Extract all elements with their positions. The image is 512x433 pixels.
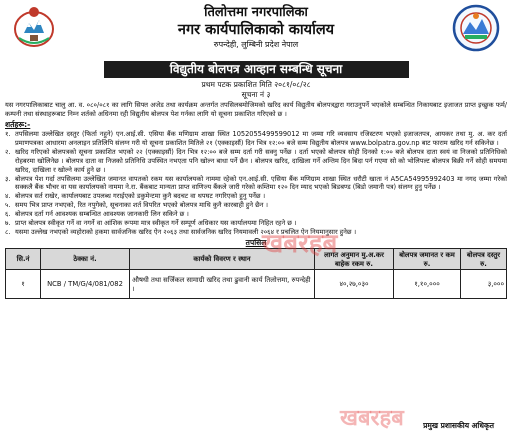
terms-heading: शर्तहरू:- bbox=[5, 120, 31, 129]
term-item: ४. बोलपत्र सर्त राखेर, कार्यालयबाट उपलब्ध गराईएको डकुमेन्टमा कुनै बदचट वा थपघट नगरिएको हुनु पर्नेछ । bbox=[5, 192, 266, 201]
cell-cost-estimate: ४०,२७,०३० bbox=[315, 269, 394, 298]
col-bid-fee: बोलपत्र दस्तुर रु. bbox=[461, 248, 507, 269]
table-header-row bbox=[6, 248, 507, 269]
signature-line: प्रमुख प्रशासकीय अधिकृत bbox=[423, 421, 494, 430]
municipality-name: तिलोत्तमा नगरपालिका bbox=[204, 5, 308, 20]
watermark: खबरहब bbox=[262, 229, 338, 259]
term-item: २. खरिद गरिएको बोलपत्रको सूचना प्रकाशित भएको २२ (एक्काइसौं) दिन भित्र १२:०० बजे सम्म दर्ता गरी सक्नु पर्नेछ । दर्ता भएको बोलपत्र सोही दिनको १:०० बजे बोलपत्र दाता स्वयं वा निजको प्रतिनिधिको रोहबरमा खोलिनेछ । बोलपत्र दाता वा निजको प्रतिनिधि उपस्थित नभएता पनि खोल्न बाधा पर्ने छैन । बोलपत्र खरिद, दाखिला गर्ने अन्तिम दिन बिदा पर्न गएमा सो को भोलिपल्ट बोलपत्र बिक्री गर्ने सोही समयमा खरिद, दाखिला र खोल्ने कार्य हुने छ । bbox=[5, 147, 507, 174]
publication-date: प्रथम पटक प्रकाशित मिति २०८१/०८/२८ bbox=[201, 80, 311, 89]
col-contract-no: ठेक्का नं. bbox=[41, 248, 130, 269]
municipality-logo-icon bbox=[451, 4, 501, 52]
col-bid-security: बोलपत्र जमानत र कम रु. bbox=[394, 248, 461, 269]
term-item: ६. बोलपत्र दर्ता गर्न आवश्यक सम्बन्धित आवश्यक जानकारी लिन सकिने छ । bbox=[5, 210, 189, 219]
table-row bbox=[6, 269, 507, 298]
col-cost-estimate: लागत अनुमान मु.अ.कर बाहेक रकम रु. bbox=[315, 248, 394, 269]
schedule-table bbox=[5, 248, 507, 299]
col-description: कार्यको विवरण र स्थान bbox=[130, 248, 315, 269]
cell-serial: १ bbox=[6, 269, 41, 298]
office-address: रुपन्देही, लुम्बिनी प्रदेश नेपाल bbox=[213, 40, 299, 49]
schedule-heading: तपसिल bbox=[245, 237, 267, 247]
notice-title-banner: विद्युतीय बोलपत्र आव्हान सम्बन्धि सूचना bbox=[104, 61, 409, 78]
intro-paragraph: यस नगरपालिकाबाट चालु आ. व. ०८०/०८१ का लागि सिफ्त अजेड तथा कार्यक्रम अन्तर्गत तपसिलबमोजिमको खरिद कार्य विद्युतीय बोलपत्रद्वारा गराउनुपर्ने भएकोले सम्बन्धित निकायबाट इजाजत प्राप्त इच्छुक फर्म/कम्पनी तथा संस्थाहरूबाट निम्न शर्तको अधिनमा रही विद्युतीय बोलपत्र पेश गर्नका लागि यो सूचना प्रकाशित गरिएको छ । bbox=[5, 101, 507, 118]
cell-contract-no: NCB / TM/G/4/081/082 bbox=[41, 269, 130, 298]
cell-bid-fee: ३,००० bbox=[461, 269, 507, 298]
term-item: ३. बोलपत्र पेश गर्दा तपसिलमा उल्लेखित जमानत वापतको रकम यस कार्यालयको नाममा रहेको एन.आई.सी. एसिया बैंक मणिग्राम शाखा स्थित धरौटी खाता नं A5CA54995992403 मा नगद जम्मा गरेको सक्कलै बैंक भौचर वा यस कार्यालयको नाममा ने.रा. बैंकबाट मान्यता प्राप्त वाणिज्य बैंकले जारी गरेको कम्तिमा १२० दिन म्याद भएको बिडबण्ड (बिडो जमानी पत्र) संलग्न हुनु पर्नेछ । bbox=[5, 174, 507, 192]
cell-bid-security: १,१०,००० bbox=[394, 269, 461, 298]
watermark: खबरहब bbox=[340, 406, 404, 431]
nepal-emblem-icon bbox=[11, 4, 57, 48]
term-item: ५. समय भित्र प्राप्त नभएको, रित नपुगेको, सूचनाका शर्त विपरित भएको बोलपत्र माथि कुनै कारबाही हुने छैन । bbox=[5, 201, 269, 210]
term-item: ८. यसमा उल्लेख नभएको व्यहोराको हकमा सार्वजनिक खरिद ऐन २०६३ तथा सार्वजनिक खरिद नियमावली २०६४ र प्रचलित ऐन नियमानुसार हुनेछ । bbox=[5, 227, 357, 236]
office-name: नगर कार्यपालिकाको कार्यालय bbox=[177, 22, 335, 38]
col-serial: सि.नं bbox=[6, 248, 41, 269]
term-item: १. तपसिलमा उल्लेखित दस्तुर (फिर्ता नहुने) एन.आई.सी. एसिया बैंक मणिग्राम शाखा स्थित 1052055499599012 मा जम्मा गरि व्यवसाय रजिस्टरण भएको इजाजतपत्र, आयकर तथा मु. अ. कर दर्ता प्रमाणपत्रका आधारमा अनलाइन प्रतिलिपि संलग्न गरी यो सूचना प्रकाशित मितिले २१ (एक्काइसौं) दिन भित्र १२:०० बजे सम्म विद्युतीय बोलपत्र www.bolpatra.gov.np बाट फाराम खरिद गर्न सकिनेछ । bbox=[5, 130, 507, 147]
notice-header bbox=[5, 2, 507, 58]
cell-description: औषधी तथा सर्जिकल सामाग्री खरिद तथा ढुवानी कार्य तिलोत्तमा, रुपन्देही । bbox=[130, 269, 315, 298]
notice-number: सूचना नं ३ bbox=[241, 90, 271, 99]
terms-list bbox=[5, 130, 507, 237]
term-item: ७. प्राप्त बोलपत्र स्वीकृत गर्ने वा नगर्ने वा आंशिक रूपमा मात्र स्वीकृत गर्ने सम्पूर्ण अधिकार यस कार्यालयमा निहित रहने छ । bbox=[5, 219, 297, 228]
